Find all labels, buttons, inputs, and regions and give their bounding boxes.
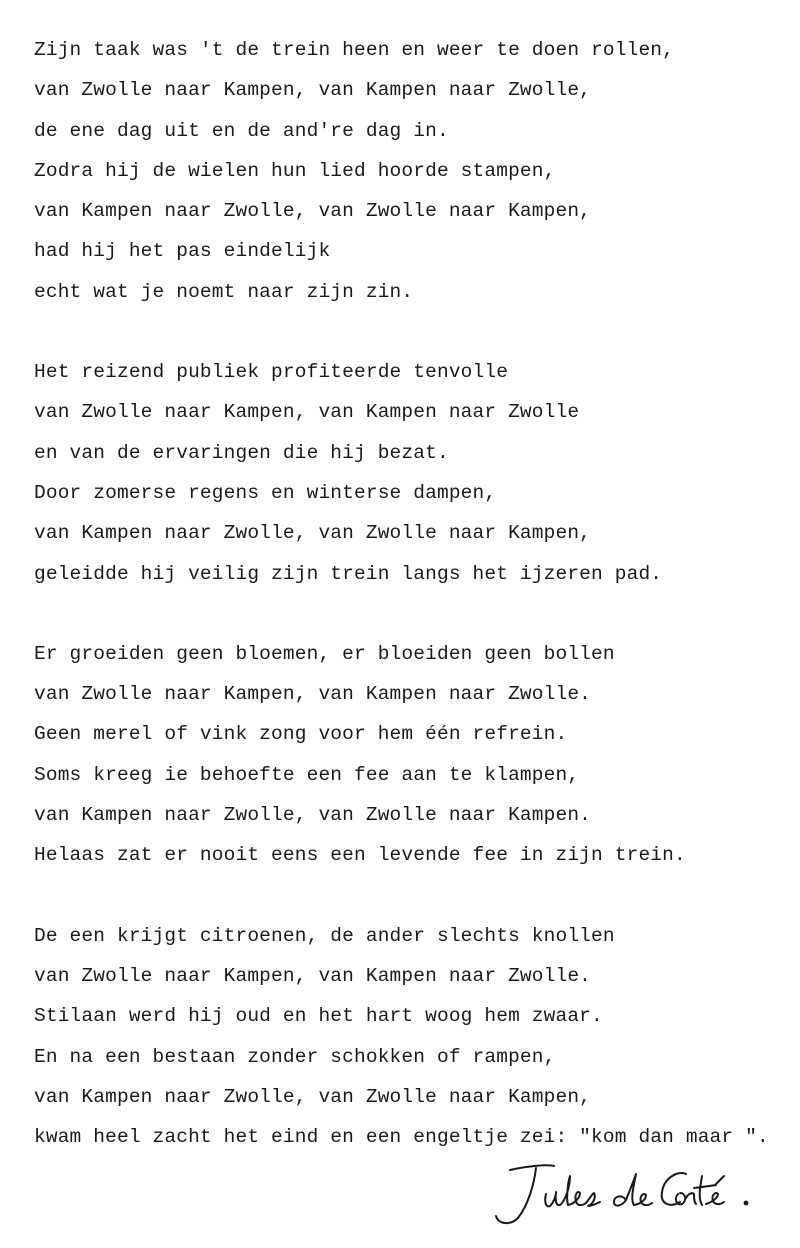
poem-line: Het reizend publiek profiteerde tenvolle [34, 361, 509, 384]
poem-line: En na een bestaan zonder schokken of rampen, [34, 1045, 556, 1068]
poem-line: Zijn taak was 't de trein heen en weer te doen rollen, [34, 39, 675, 61]
poem-line: van Kampen naar Zwolle, van Zwolle naar Kampen, [34, 1085, 592, 1108]
poem-line: had hij het pas eindelijk [34, 240, 331, 263]
stanza-1 [34, 30, 784, 312]
poem-line: de ene dag uit en de and're dag in. [34, 119, 449, 142]
poem-line: kwam heel zacht het eind en een engeltje zei: "kom dan maar ". [34, 1126, 769, 1149]
poem-line: van Zwolle naar Kampen, van Kampen naar Zwolle [34, 401, 580, 424]
poem-line: van Zwolle naar Kampen, van Kampen naar Zwolle. [34, 683, 592, 706]
poem-line: Stilaan werd hij oud en het hart woog hem zwaar. [34, 1005, 603, 1028]
signature-drawing [488, 1160, 768, 1230]
signature-strokes [496, 1165, 724, 1223]
stanza-3 [34, 634, 784, 876]
poem-line: Er groeiden geen bloemen, er bloeiden geen bollen [34, 642, 615, 665]
poem-line: van Kampen naar Zwolle, van Zwolle naar Kampen. [34, 804, 592, 827]
poem-line: en van de ervaringen die hij bezat. [34, 441, 449, 464]
poem-line: van Kampen naar Zwolle, van Zwolle naar Kampen, [34, 522, 592, 545]
handwritten-signature [488, 1160, 768, 1230]
poem-line: echt wat je noemt naar zijn zin. [34, 280, 414, 303]
poem-line: Zodra hij de wielen hun lied hoorde stampen, [34, 159, 556, 182]
poem-line: geleidde hij veilig zijn trein langs het ijzeren pad. [34, 562, 663, 585]
poem-line: Helaas zat er nooit eens een levende fee in zijn trein. [34, 844, 686, 867]
poem-line: Door zomerse regens en winterse dampen, [34, 481, 497, 504]
stanza-4 [34, 916, 784, 1158]
poem-line: Geen merel of vink zong voor hem één refrein. [34, 723, 568, 746]
stanza-2 [34, 352, 784, 594]
poem-line: Soms kreeg ie behoefte een fee aan te klampen, [34, 763, 580, 786]
poem [34, 30, 784, 1197]
signature-period [744, 1201, 749, 1206]
poem-line: van Zwolle naar Kampen, van Kampen naar Zwolle. [34, 964, 592, 987]
poem-line: De een krijgt citroenen, de ander slechts knollen [34, 924, 615, 947]
poem-line: van Kampen naar Zwolle, van Zwolle naar Kampen, [34, 200, 592, 223]
poem-line: van Zwolle naar Kampen, van Kampen naar Zwolle, [34, 79, 592, 102]
